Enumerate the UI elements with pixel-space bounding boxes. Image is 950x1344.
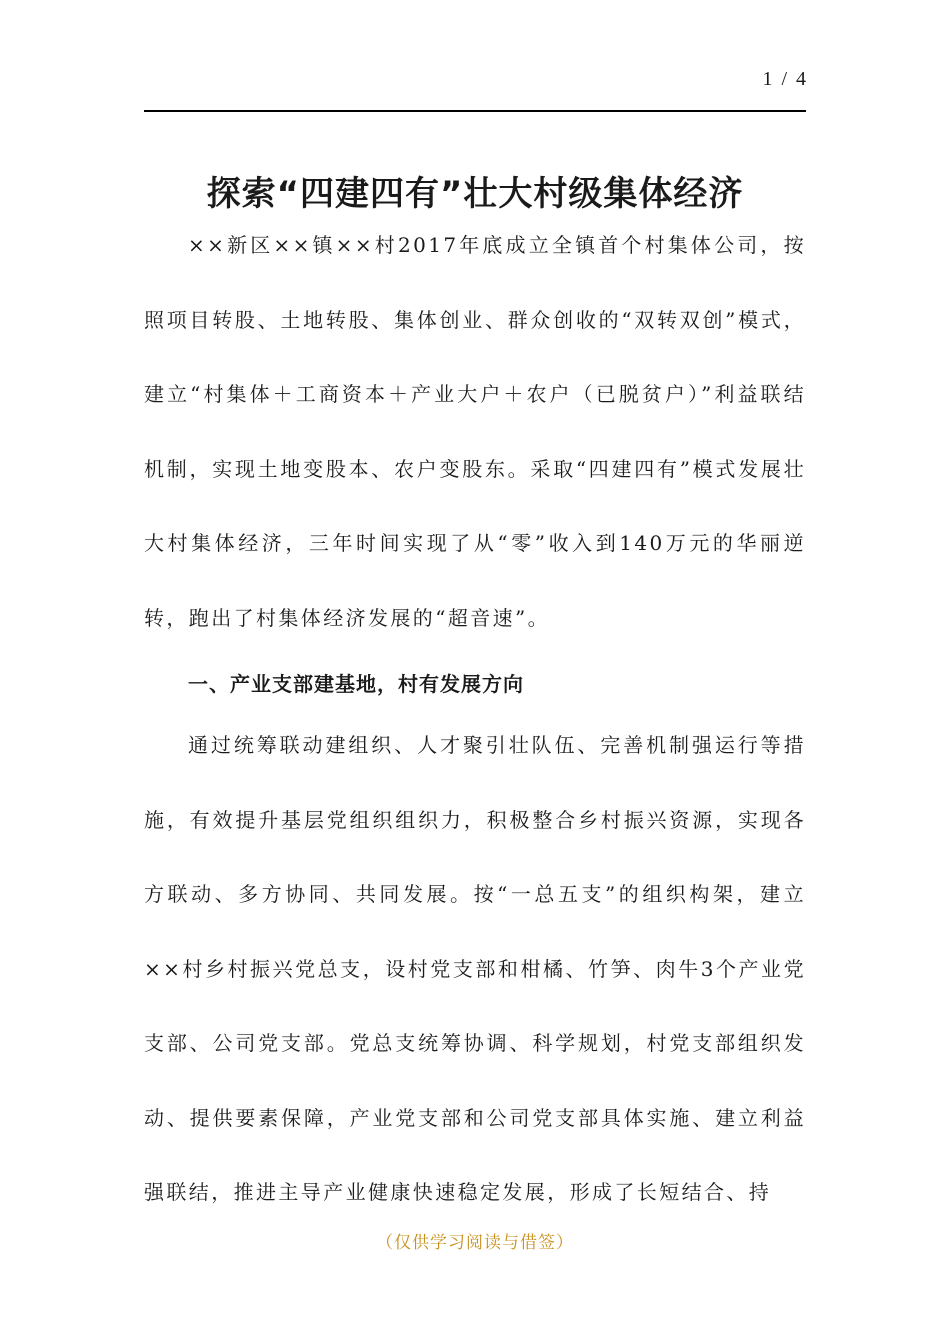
paragraph-section-1: 通过统筹联动建组织、人才聚引壮队伍、完善机制强运行等措施，有效提升基层党组织组织力，积极整合乡村振兴资源，实现各方联动、多方协同、共同发展。按“一总五支”的组织构架，建立××村乡村振兴党总支，设村党支部和柑橘、竹笋、肉牛3个产业党支部、公司党支部。党总支统筹协调、科学规划，村党支部组织发动、提供要素保障，产业党支部和公司党支部具体实施、建立利益强联结，推进主导产业健康快速稳定发展，形成了长短结合、持 xyxy=(144,733,806,1204)
page-number: 1 / 4 xyxy=(762,68,808,90)
paragraph-intro: ××新区××镇××村2017年底成立全镇首个村集体公司，按照项目转股、土地转股、集体创业、群众创收的“双转双创”模式，建立“村集体＋工商资本＋产业大户＋农户（已脱贫户）”利益联结机制，实现土地变股本、农户变股东。采取“四建四有”模式发展壮大村集体经济，三年时间实现了从“零”收入到140万元的华丽逆转，跑出了村集体经济发展的“超音速”。 xyxy=(144,233,806,630)
section-heading-1: 一、产业支部建基地，村有发展方向 xyxy=(188,672,524,696)
document-title: 探索“四建四有”壮大村级集体经济 xyxy=(206,174,744,214)
footer-note: （仅供学习阅读与借签） xyxy=(376,1233,574,1253)
header-divider xyxy=(144,110,806,112)
